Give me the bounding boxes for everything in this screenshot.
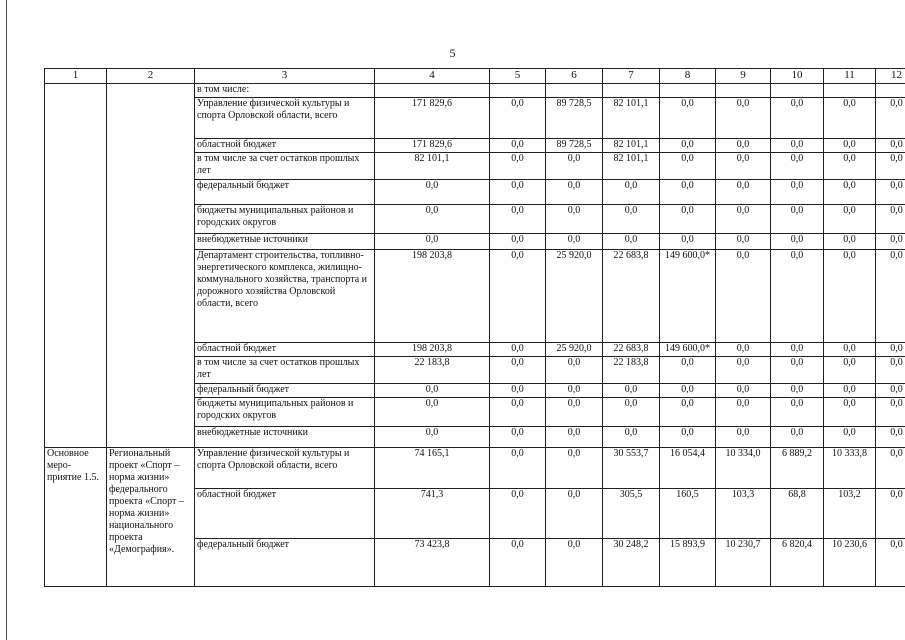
value-cell: 0,0 (876, 489, 905, 539)
page-left-edge (6, 0, 7, 640)
value-cell: 0,0 (716, 180, 771, 205)
value-cell: 74 165,1 (375, 448, 490, 489)
value-cell: 0,0 (716, 98, 771, 139)
table-cell (45, 153, 107, 180)
table-cell (107, 250, 195, 343)
value-cell: 0,0 (876, 427, 905, 448)
table-cell (107, 84, 195, 98)
value-cell: 0,0 (660, 234, 716, 250)
table-cell (45, 357, 107, 384)
row-label: федеральный бюджет (195, 180, 375, 205)
value-cell: 68,8 (771, 489, 824, 539)
value-cell: 0,0 (490, 427, 546, 448)
value-cell: 0,0 (771, 153, 824, 180)
table-cell (107, 139, 195, 153)
value-cell: 0,0 (876, 448, 905, 489)
table-cell (45, 398, 107, 427)
value-cell: 30 553,7 (603, 448, 660, 489)
value-cell: 0,0 (771, 398, 824, 427)
value-cell: 0,0 (716, 343, 771, 357)
value-cell: 89 728,5 (546, 139, 603, 153)
value-cell: 0,0 (660, 98, 716, 139)
value-cell: 0,0 (876, 98, 905, 139)
table-row (45, 234, 905, 250)
table-row (45, 139, 905, 153)
value-cell: 0,0 (660, 357, 716, 384)
table-cell (107, 205, 195, 234)
table-row (45, 427, 905, 448)
value-cell: 0,0 (375, 384, 490, 398)
value-cell: 0,0 (771, 205, 824, 234)
value-cell: 0,0 (546, 427, 603, 448)
table-row (45, 343, 905, 357)
row-label: внебюджетные источники (195, 427, 375, 448)
table-cell (876, 84, 905, 98)
value-cell: 0,0 (876, 398, 905, 427)
row-label: в том числе за счет остатков прошлых лет (195, 357, 375, 384)
table-cell (45, 205, 107, 234)
value-cell: 198 203,8 (375, 343, 490, 357)
table-cell (45, 343, 107, 357)
value-cell: 10 230,7 (716, 539, 771, 587)
value-cell: 89 728,5 (546, 98, 603, 139)
row-label: в том числе за счет остатков прошлых лет (195, 153, 375, 180)
page-number: 5 (449, 46, 456, 60)
value-cell: 0,0 (375, 427, 490, 448)
table-cell (107, 153, 195, 180)
value-cell: 0,0 (490, 234, 546, 250)
value-cell: 73 423,8 (375, 539, 490, 587)
value-cell: 171 829,6 (375, 98, 490, 139)
table-cell (603, 84, 660, 98)
value-cell: 30 248,2 (603, 539, 660, 587)
table-cell (45, 180, 107, 205)
table-cell (107, 427, 195, 448)
value-cell: 0,0 (660, 139, 716, 153)
table-cell (45, 234, 107, 250)
value-cell: 0,0 (490, 180, 546, 205)
table-cell (824, 84, 876, 98)
table-row (45, 384, 905, 398)
row-label: бюджеты муниципальных районов и городских округов (195, 398, 375, 427)
value-cell: 149 600,0* (660, 250, 716, 343)
table-cell (660, 84, 716, 98)
row-label: областной бюджет (195, 489, 375, 539)
table-row (45, 448, 905, 489)
table-row (45, 98, 905, 139)
row-label: областной бюджет (195, 343, 375, 357)
table-cell (771, 84, 824, 98)
value-cell: 0,0 (876, 139, 905, 153)
value-cell: 6 889,2 (771, 448, 824, 489)
table-cell (107, 180, 195, 205)
table-row (45, 357, 905, 384)
value-cell: 0,0 (546, 398, 603, 427)
value-cell: 0,0 (490, 98, 546, 139)
table-cell (45, 84, 107, 98)
header-row (45, 69, 905, 84)
value-cell: 0,0 (876, 153, 905, 180)
value-cell: 0,0 (716, 205, 771, 234)
value-cell: 0,0 (824, 139, 876, 153)
value-cell: 82 101,1 (375, 153, 490, 180)
table-cell (45, 427, 107, 448)
value-cell: 10 333,8 (824, 448, 876, 489)
value-cell: 0,0 (490, 153, 546, 180)
value-cell: 0,0 (824, 234, 876, 250)
value-cell: 82 101,1 (603, 139, 660, 153)
value-cell: 0,0 (603, 180, 660, 205)
value-cell: 0,0 (490, 250, 546, 343)
column-header: 9 (716, 69, 771, 84)
value-cell: 198 203,8 (375, 250, 490, 343)
value-cell: 0,0 (824, 250, 876, 343)
value-cell: 0,0 (375, 180, 490, 205)
value-cell: 0,0 (876, 180, 905, 205)
value-cell: 82 101,1 (603, 153, 660, 180)
value-cell: 0,0 (876, 205, 905, 234)
value-cell: 0,0 (603, 234, 660, 250)
including-label: в том числе: (195, 84, 375, 98)
table-cell (107, 384, 195, 398)
value-cell: 0,0 (771, 357, 824, 384)
value-cell: 0,0 (771, 139, 824, 153)
column-header: 6 (546, 69, 603, 84)
table-cell (107, 343, 195, 357)
table-cell (107, 234, 195, 250)
table-cell (107, 398, 195, 427)
value-cell: 22 183,8 (375, 357, 490, 384)
value-cell: 0,0 (546, 180, 603, 205)
value-cell: 0,0 (876, 539, 905, 587)
value-cell: 0,0 (660, 384, 716, 398)
table-cell (107, 357, 195, 384)
value-cell: 0,0 (490, 539, 546, 587)
column-header: 12 (876, 69, 905, 84)
value-cell: 10 230,6 (824, 539, 876, 587)
value-cell: 0,0 (771, 250, 824, 343)
value-cell: 0,0 (603, 384, 660, 398)
value-cell: 0,0 (490, 398, 546, 427)
value-cell: 0,0 (824, 427, 876, 448)
value-cell: 0,0 (824, 343, 876, 357)
table-cell (375, 84, 490, 98)
column-header: 2 (107, 69, 195, 84)
value-cell: 0,0 (546, 153, 603, 180)
value-cell: 0,0 (876, 384, 905, 398)
value-cell: 103,2 (824, 489, 876, 539)
value-cell: 0,0 (603, 427, 660, 448)
table-cell (490, 84, 546, 98)
row-label: внебюджетные источники (195, 234, 375, 250)
value-cell: 0,0 (876, 357, 905, 384)
value-cell: 0,0 (716, 250, 771, 343)
value-cell: 0,0 (771, 234, 824, 250)
value-cell: 149 600,0* (660, 343, 716, 357)
value-cell: 0,0 (546, 448, 603, 489)
value-cell: 0,0 (824, 384, 876, 398)
project-name: Региональный проект «Спорт – норма жизни» федерального проекта «Спорт – норма жизни» национального проекта «Демография». (107, 448, 195, 587)
value-cell: 0,0 (375, 234, 490, 250)
row-label: Управление физической культуры и спорта Орловской области, всего (195, 98, 375, 139)
value-cell: 0,0 (771, 384, 824, 398)
table-row (45, 398, 905, 427)
value-cell: 0,0 (490, 357, 546, 384)
table-cell (45, 139, 107, 153)
table-cell (45, 98, 107, 139)
value-cell: 0,0 (375, 205, 490, 234)
value-cell: 6 820,4 (771, 539, 824, 587)
value-cell: 0,0 (771, 343, 824, 357)
value-cell: 0,0 (771, 98, 824, 139)
value-cell: 0,0 (824, 398, 876, 427)
value-cell: 741,3 (375, 489, 490, 539)
value-cell: 10 334,0 (716, 448, 771, 489)
value-cell: 305,5 (603, 489, 660, 539)
value-cell: 0,0 (771, 180, 824, 205)
value-cell: 0,0 (490, 139, 546, 153)
value-cell: 0,0 (824, 180, 876, 205)
value-cell: 0,0 (546, 384, 603, 398)
value-cell: 171 829,6 (375, 139, 490, 153)
value-cell: 0,0 (490, 343, 546, 357)
value-cell: 22 183,8 (603, 357, 660, 384)
value-cell: 0,0 (660, 427, 716, 448)
table-row (45, 205, 905, 234)
value-cell: 0,0 (824, 153, 876, 180)
column-header: 10 (771, 69, 824, 84)
value-cell: 82 101,1 (603, 98, 660, 139)
table-cell (546, 84, 603, 98)
value-cell: 0,0 (546, 357, 603, 384)
budget-table (44, 68, 905, 587)
value-cell: 0,0 (660, 153, 716, 180)
table-cell (45, 250, 107, 343)
row-label: областной бюджет (195, 139, 375, 153)
value-cell: 0,0 (716, 357, 771, 384)
value-cell: 0,0 (603, 205, 660, 234)
column-header: 8 (660, 69, 716, 84)
value-cell: 22 683,8 (603, 343, 660, 357)
value-cell: 22 683,8 (603, 250, 660, 343)
value-cell: 160,5 (660, 489, 716, 539)
value-cell: 0,0 (603, 398, 660, 427)
measure-name: Основное меро-приятие 1.5. (45, 448, 107, 587)
value-cell: 0,0 (660, 180, 716, 205)
table-cell (716, 84, 771, 98)
column-header: 1 (45, 69, 107, 84)
value-cell: 16 054,4 (660, 448, 716, 489)
value-cell: 0,0 (876, 250, 905, 343)
value-cell: 0,0 (876, 343, 905, 357)
value-cell: 0,0 (490, 205, 546, 234)
value-cell: 0,0 (490, 489, 546, 539)
value-cell: 0,0 (716, 427, 771, 448)
value-cell: 25 920,0 (546, 343, 603, 357)
value-cell: 0,0 (876, 234, 905, 250)
value-cell: 0,0 (771, 427, 824, 448)
column-header: 7 (603, 69, 660, 84)
row-label: Департамент строительства, топливно-энергетического комплекса, жилищно-коммунального хозяйства, транспорта и дорожного хозяйства Орловской области, всего (195, 250, 375, 343)
value-cell: 0,0 (824, 98, 876, 139)
value-cell: 0,0 (546, 234, 603, 250)
value-cell: 0,0 (546, 539, 603, 587)
value-cell: 0,0 (490, 448, 546, 489)
table-cell (107, 98, 195, 139)
column-header: 5 (490, 69, 546, 84)
value-cell: 0,0 (375, 398, 490, 427)
value-cell: 0,0 (824, 205, 876, 234)
table-cell (45, 384, 107, 398)
value-cell: 0,0 (716, 139, 771, 153)
value-cell: 0,0 (716, 398, 771, 427)
value-cell: 0,0 (824, 357, 876, 384)
table-row (45, 180, 905, 205)
value-cell: 15 893,9 (660, 539, 716, 587)
table-row (45, 250, 905, 343)
row-label: федеральный бюджет (195, 539, 375, 587)
table-row (45, 153, 905, 180)
value-cell: 0,0 (660, 398, 716, 427)
column-header: 4 (375, 69, 490, 84)
including-row (45, 84, 905, 98)
row-label: федеральный бюджет (195, 384, 375, 398)
column-header: 11 (824, 69, 876, 84)
value-cell: 0,0 (716, 234, 771, 250)
row-label: Управление физической культуры и спорта Орловской области, всего (195, 448, 375, 489)
value-cell: 0,0 (546, 205, 603, 234)
value-cell: 0,0 (490, 384, 546, 398)
value-cell: 103,3 (716, 489, 771, 539)
value-cell: 25 920,0 (546, 250, 603, 343)
column-header: 3 (195, 69, 375, 84)
value-cell: 0,0 (660, 205, 716, 234)
row-label: бюджеты муниципальных районов и городских округов (195, 205, 375, 234)
value-cell: 0,0 (546, 489, 603, 539)
value-cell: 0,0 (716, 384, 771, 398)
value-cell: 0,0 (716, 153, 771, 180)
